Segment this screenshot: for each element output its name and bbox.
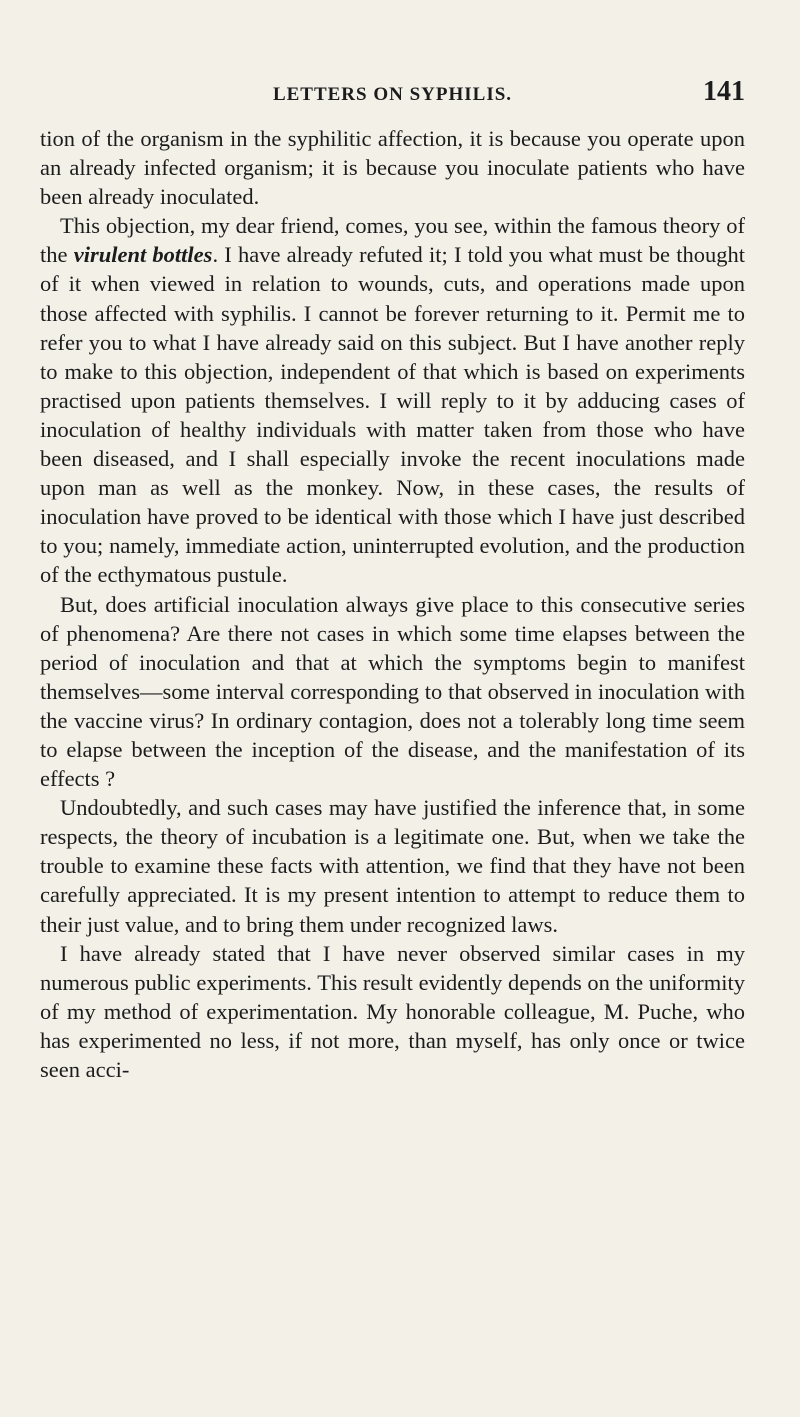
running-title: LETTERS ON SYPHILIS. [272, 84, 513, 105]
paragraph [40, 793, 745, 938]
paragraph-text: . I have already refuted it; I told you what must be thought of it when viewed in relation to wounds, cuts, and operations made upon those affected with syphilis. I cannot be forever returning to it. Permit me to refer you to what I have already said on this subject. But I have another reply to make to this objection, independent of that which is based on experiments practised upon patients themselves. I will reply to it by adducing cases of inoculation of healthy individuals with matter taken from those who have been diseased, and I shall especially invoke the recent inoculations made upon man as well as the monkey. Now, in these cases, the results of inoculation have proved to be identical with those which I have just described to you; namely, immediate action, uninterrupted evolution, and the production of the ecthymatous pustule. [40, 242, 745, 588]
paragraph-text: tion of the organism in the syphilitic affection, it is because you operate upon an already infected organism; it is because you inoculate patients who have been already inoculated. [40, 126, 745, 210]
paragraph-text: Undoubtedly, and such cases may have justified the inference that, in some respects, the theory of incubation is a legitimate one. But, when we take the trouble to examine these facts with attention, we find that they have not been carefully appreciated. It is my present intention to attempt to reduce them to their just value, and to bring them under recognized laws. [40, 795, 745, 937]
paragraph-text: But, does artificial inoculation always give place to this consecutive series of phenomena? Are there not cases in which some time elapses between the period of inoculation and that at which the symptoms begin to manifest themselves—some interval corresponding to that observed in inoculation with the vaccine virus? In ordinary contagion, does not a tolerably long time seem to elapse between the inception of the disease, and the manifestation of its effects ? [40, 591, 745, 792]
paragraph [40, 939, 745, 1084]
paragraph-text: I have already stated that I have never observed similar cases in my numerous public experiments. This result evidently depends on the uniformity of my method of experimentation. My honorable colleague, M. Puche, who has experimented no less, if not more, than myself, has only once or twice seen acci- [40, 940, 745, 1082]
paragraph [40, 590, 745, 794]
paragraph-continuation [40, 124, 745, 211]
paragraph-text: This objection, my dear friend, comes, you see, within the famous theory of the [40, 213, 745, 268]
paragraph [40, 211, 745, 589]
body-text [40, 124, 745, 1084]
running-head [40, 76, 745, 108]
page-number: 141 [703, 76, 745, 107]
italic-phrase: virulent bottles [73, 242, 213, 268]
